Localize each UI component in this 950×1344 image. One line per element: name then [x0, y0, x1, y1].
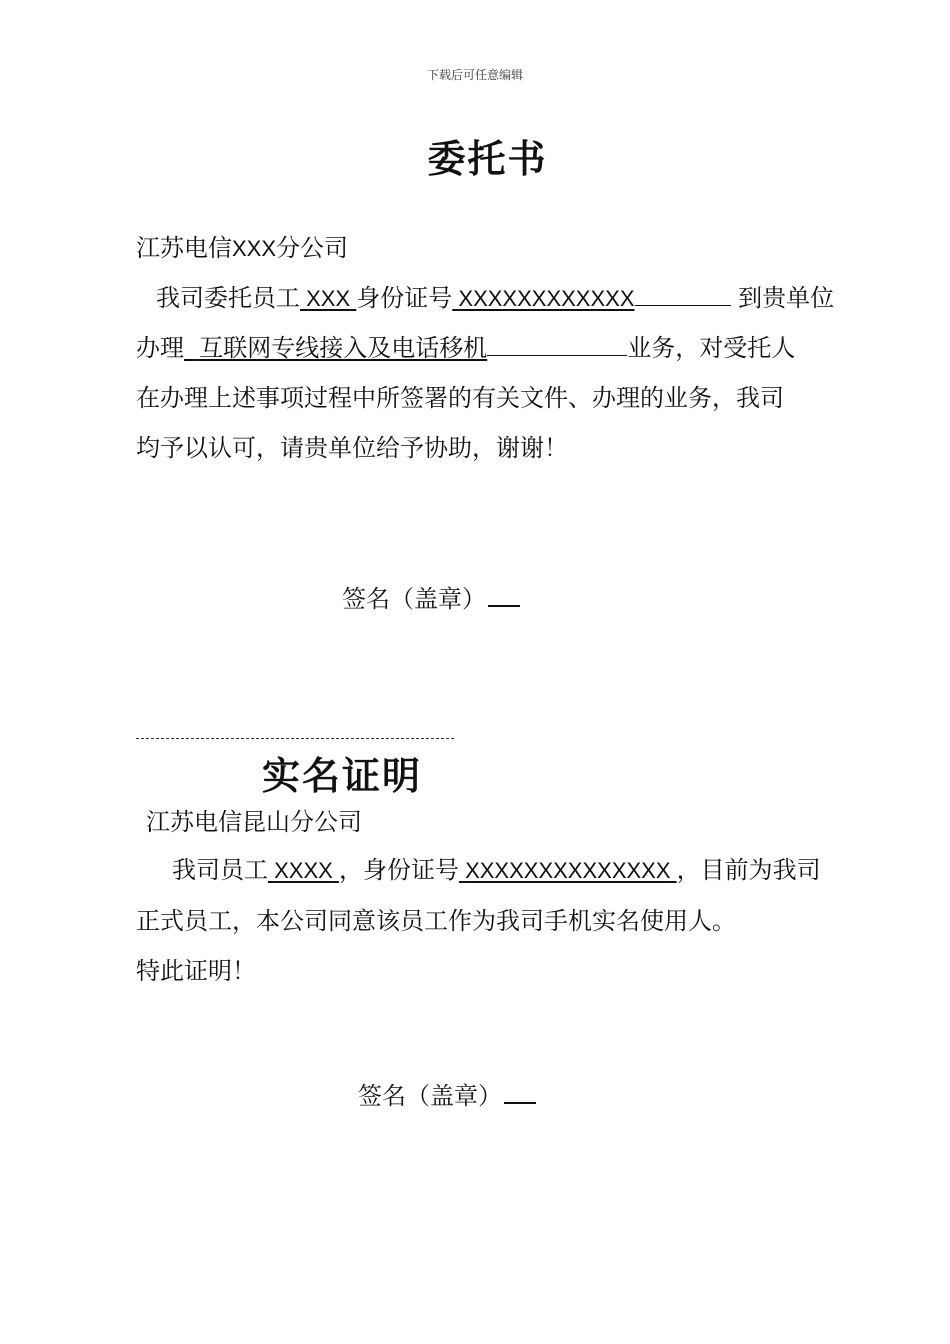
id-number-blank [635, 283, 731, 306]
signature-blank [488, 583, 520, 607]
weituo-title: 委托书 [427, 136, 548, 181]
business-name-blank [487, 333, 627, 356]
text-segment: ，目前为我司 [676, 856, 821, 884]
shiming-paragraph-line-2: 正式员工，本公司同意该员工作为我司手机实名使用人。 [136, 907, 736, 935]
text-segment: 到贵单位 [738, 284, 835, 312]
signature-label: 签名（盖章） [342, 585, 486, 613]
weituo-recipient [136, 233, 348, 264]
shiming-paragraph-line-3: 特此证明！ [136, 957, 256, 985]
recipient-prefix: 江苏电信 [136, 234, 232, 262]
shiming-paragraph-line-1 [172, 855, 821, 886]
text-segment: 身份证号 [356, 284, 453, 312]
employee-name-field: XXX [306, 286, 351, 311]
weituo-paragraph-line-4: 均予以认可，请贵单位给予协助，谢谢！ [136, 434, 568, 462]
weituo-paragraph-line-1 [156, 283, 834, 314]
recipient-suffix: 分公司 [276, 234, 349, 262]
employee-name-field: XXXX [274, 858, 333, 883]
header-note: 下载后可任意编辑 [426, 68, 523, 82]
weituo-paragraph-line-2 [136, 333, 795, 363]
id-number-field: XXXXXXXXXXXXXX [465, 858, 671, 883]
text-segment: ，身份证号 [338, 856, 459, 884]
shiming-recipient: 江苏电信昆山分公司 [146, 808, 362, 836]
shiming-signature [358, 1080, 536, 1111]
business-name-field: 互联网专线接入及电话移机 [199, 334, 488, 362]
signature-label: 签名（盖章） [358, 1082, 502, 1110]
id-number-field: XXXXXXXXXXXX [458, 286, 635, 311]
signature-blank [504, 1080, 536, 1104]
text-segment: 业务，对受托人 [627, 334, 796, 362]
recipient-code: XXX [232, 236, 277, 261]
weituo-signature [342, 583, 520, 614]
text-segment: 办理 [136, 334, 184, 362]
weituo-paragraph-line-3: 在办理上述事项过程中所签署的有关文件、办理的业务，我司 [136, 384, 784, 412]
text-segment: 我司委托员工 [156, 284, 300, 312]
text-segment: 我司员工 [172, 856, 268, 884]
dashed-separator [136, 738, 454, 739]
shiming-title: 实名证明 [262, 753, 423, 798]
